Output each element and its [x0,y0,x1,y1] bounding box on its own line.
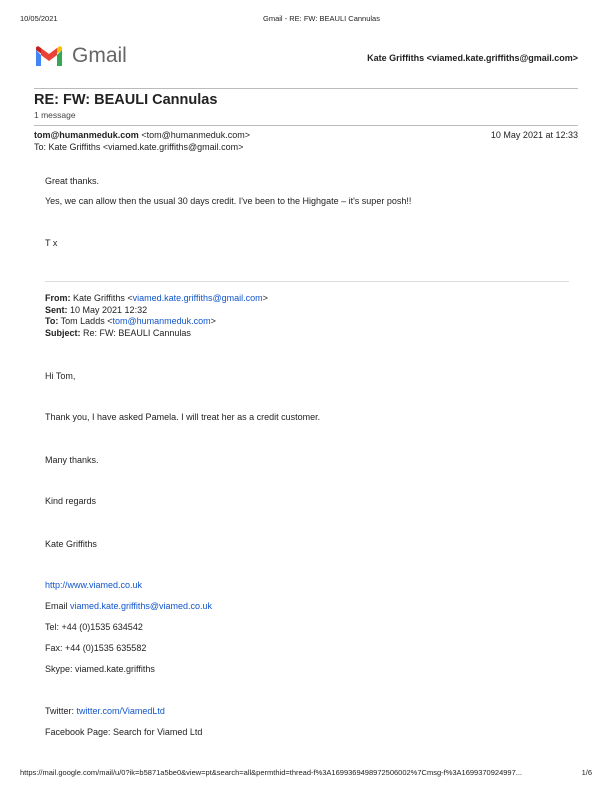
body-line-2: Yes, we can allow then the usual 30 days credit. I've been to the Highgate – it's super posh!! [45,196,412,206]
sender-email: <tom@humanmeduk.com> [141,130,250,140]
quoted-paragraph-3: Kind regards [45,496,97,506]
print-url: https://mail.google.com/mail/u/0?ik=b5871a5be0&view=pt&search=all&permthid=thread-f%3A1699369498972506002%7Cmsg-f%3A1699370924997... [20,768,523,777]
quoted-to-end: > [210,316,216,326]
thread-divider [34,125,578,126]
signature-website[interactable]: http://www.viamed.co.uk [45,580,143,590]
quoted-to-email[interactable]: tom@humanmeduk.com [112,316,211,326]
message-count: 1 message [34,110,76,120]
sender-name: tom@humanmeduk.com [34,130,139,140]
gmail-wordmark: Gmail [72,44,127,67]
quoted-paragraph-1: Thank you, I have asked Pamela. I will treat her as a credit customer. [45,412,321,422]
sender [34,130,250,140]
quoted-from-email[interactable]: viamed.kate.griffiths@gmail.com [132,293,263,303]
print-title: Gmail - RE: FW: BEAULI Cannulas [263,14,380,23]
signature-tel: Tel: +44 (0)1535 634542 [45,622,143,632]
quote-divider [45,281,569,282]
quoted-paragraph-2: Many thanks. [45,455,99,465]
quoted-sent [45,305,147,315]
quoted-to-name: Tom Ladds < [60,316,113,326]
signature-twitter-label: Twitter: [45,706,77,716]
quoted-from-label: From: [45,293,71,303]
body-signoff: T x [45,238,58,248]
account-label: Kate Griffiths <viamed.kate.griffiths@gmail.com> [367,53,578,63]
quoted-subject-label: Subject: [45,328,81,338]
gmail-logo[interactable] [34,44,64,73]
signature-skype: Skype: viamed.kate.griffiths [45,664,155,674]
signature-email-link[interactable]: viamed.kate.griffiths@viamed.co.uk [70,601,213,611]
signature-twitter-link[interactable]: twitter.com/ViamedLtd [76,706,165,716]
quoted-from [45,293,268,303]
signature-name: Kate Griffiths [45,539,97,549]
header-divider [34,88,578,89]
body-line-1: Great thanks. [45,176,100,186]
quoted-from-name: Kate Griffiths < [73,293,133,303]
quoted-subject [45,328,191,338]
print-date: 10/05/2021 [20,14,58,23]
gmail-icon [34,44,64,68]
quoted-greeting: Hi Tom, [45,371,76,381]
signature-fax: Fax: +44 (0)1535 635582 [45,643,147,653]
quoted-subject-value: Re: FW: BEAULI Cannulas [83,328,191,338]
quoted-from-end: > [262,293,268,303]
message-date: 10 May 2021 at 12:33 [490,130,578,140]
quoted-sent-label: Sent: [45,305,68,315]
print-page-number: 1/6 [581,768,592,777]
thread-subject: RE: FW: BEAULI Cannulas [34,92,218,108]
quoted-to [45,316,216,326]
signature-facebook: Facebook Page: Search for Viamed Ltd [45,727,203,737]
recipient-line: To: Kate Griffiths <viamed.kate.griffiths@gmail.com> [34,142,244,152]
signature-email [45,601,212,611]
quoted-to-label: To: [45,316,59,326]
signature-email-label: Email [45,601,71,611]
quoted-sent-value: 10 May 2021 12:32 [70,305,148,315]
signature-twitter [45,706,165,716]
